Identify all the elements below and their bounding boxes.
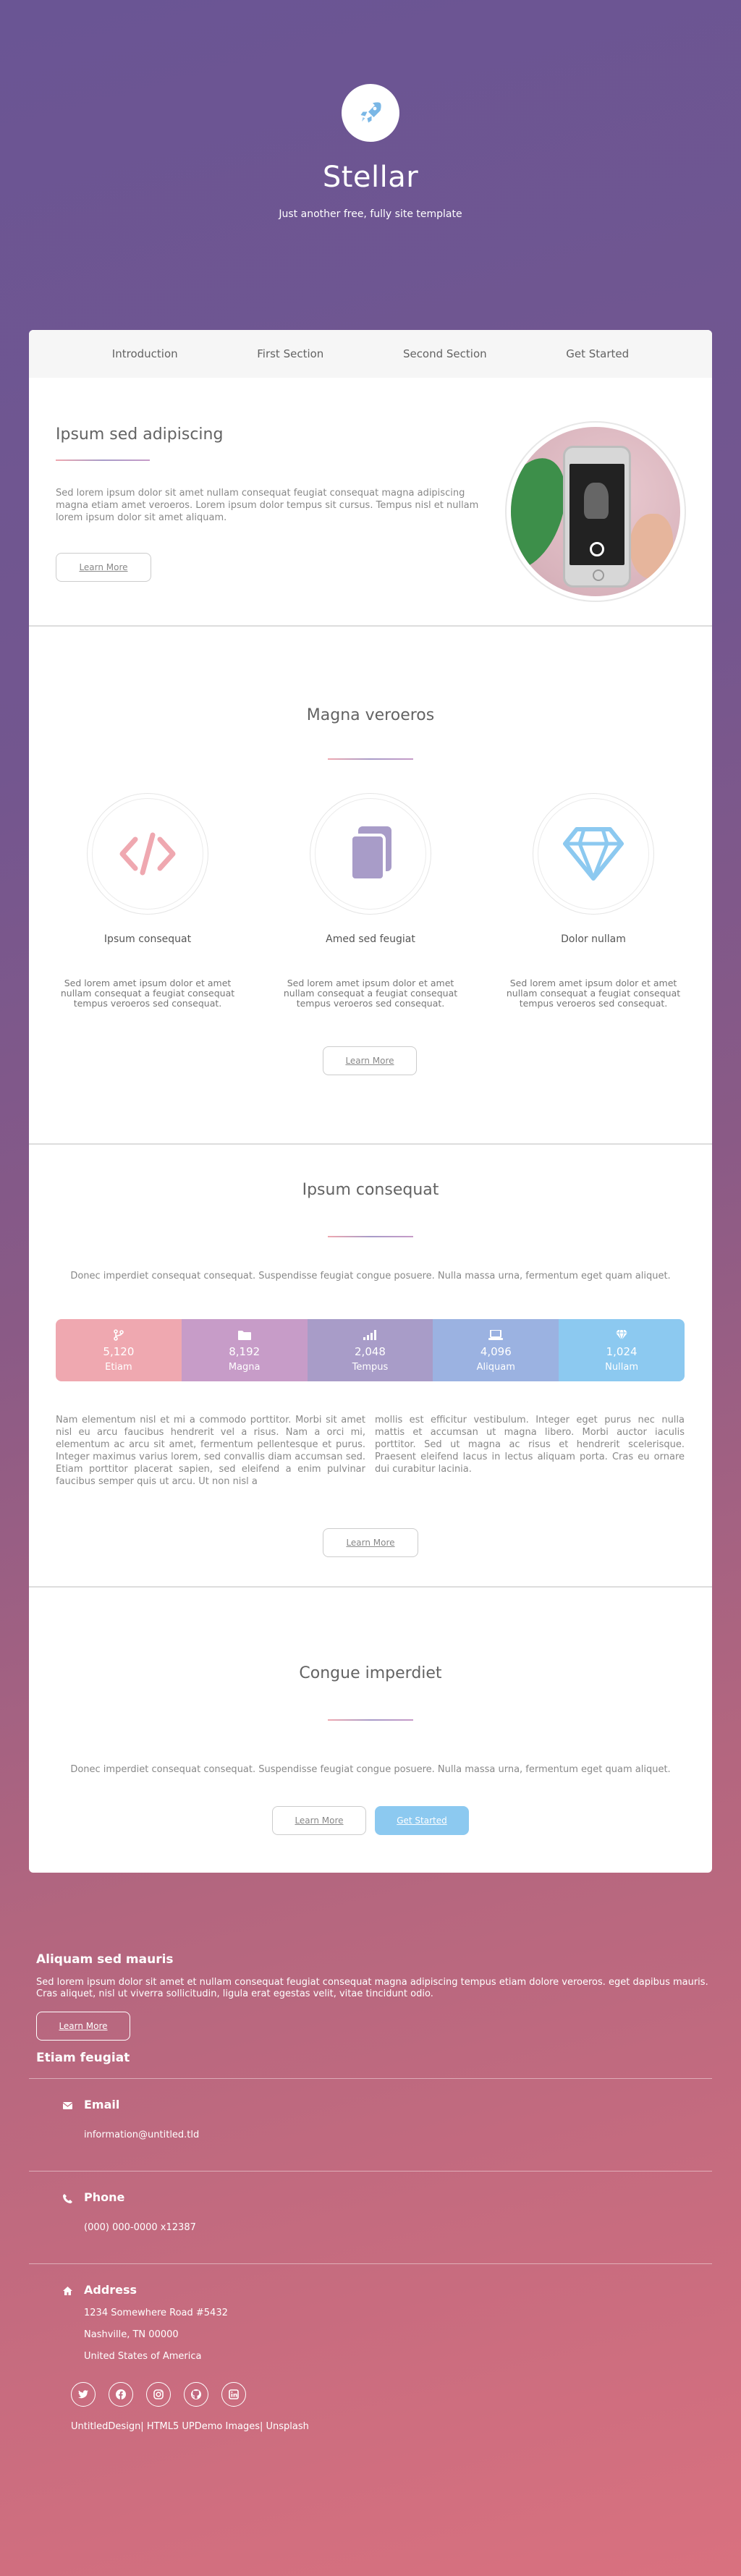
home-icon [62,2286,72,2296]
get-started-title: Congue imperdiet [299,1664,442,1682]
footer-about-title: Aliquam sed mauris [36,1952,174,1967]
first-section-title: Magna veroeros [306,706,435,724]
github-icon[interactable] [184,2382,208,2407]
stat-label: Tempus [352,1362,389,1373]
text-columns [56,1414,685,1499]
feature-text: Sed lorem amet ipsum dolor et amet nullam consequat a feugiat consequat tempus veroeros sed consequat. [283,978,458,1009]
contact-address [29,2263,712,2401]
feature-text: Sed lorem amet ipsum dolor et amet nullam consequat a feugiat consequat tempus veroeros sed consequat. [60,978,235,1009]
footer-learn-more-button[interactable]: Learn More [36,2012,130,2041]
stat-label: Magna [228,1362,261,1373]
address-line: Nashville, TN 00000 [84,2329,179,2340]
facebook-icon[interactable] [109,2382,133,2407]
title-divider [328,1236,413,1237]
text-column-right: mollis est efficitur vestibulum. Integer eget purus nec nulla mattis et accumsan ut magna libero. Morbi auctor iaculis porttitor. Sed ut magna ac risus et hendrerit scelerisque. Praesent eleifend lacus in lectus aliquam porta. Cras eu ornare dui curabitur lacinia. [375,1415,685,1475]
twitter-icon[interactable] [71,2382,96,2407]
get-started-lead-text: Donec imperdiet consequat consequat. Suspendisse feugiat congue posuere. Nulla massa urna, fermentum eget quam aliquet. [70,1764,671,1775]
copy-icon [345,823,396,884]
second-learn-more-button[interactable]: Learn More [323,1528,418,1557]
feature-item [56,793,240,1009]
feature-title: Dolor nullam [561,933,626,945]
stat-value: 5,120 [103,1345,135,1358]
footer-about-text: Sed lorem ipsum dolor sit amet et nullam consequat feugiat consequat magna adipiscing tempus etiam dolore veroeros. eget dapibus mauris. Cras aliquet, nisl ut viverra sollicitudin, ligula erat egestas velit, vitae tincidunt odio. [36,1977,708,1999]
main-nav [29,330,712,378]
stat-item [433,1319,559,1381]
nav-get-started[interactable]: Get Started [566,347,630,360]
site-tagline: Just another free, fully site template [279,208,462,220]
code-branch-icon [114,1328,124,1342]
second-lead-text: Donec imperdiet consequat consequat. Suspendisse feugiat congue posuere. Nulla massa urna, fermentum eget quam aliquet. [70,1271,671,1281]
feature-item [279,793,462,1009]
stat-value: 2,048 [355,1345,386,1358]
dribbble-icon[interactable] [221,2382,246,2407]
footer-contact-title: Etiam feugiat [36,2051,130,2065]
stat-label: Aliquam [476,1362,515,1373]
intro-title: Ipsum sed adipiscing [56,425,224,444]
text-column-left: Nam elementum nisl et mi a commodo porttitor. Morbi sit amet nisl eu arcu faucibus hendrerit vel a risus. Nam a orci mi, elementum ac arcu sit amet, fermentum pellentesque et purus. Integer maximus varius lorem, sed convallis diam accumsan sed. Etiam porttitor placerat sapien, sed eleifend a enim pulvinar faucibus semper quis ut arcu. Ut non nisl a [56,1415,365,1487]
nav-second-section[interactable]: Second Section [402,347,487,360]
phone-label: Phone [84,2190,125,2204]
address-value [62,2302,712,2368]
features-list [56,793,685,1009]
stat-item [308,1319,433,1381]
email-value[interactable]: information@untitled.tld [84,2130,200,2140]
address-label: Address [84,2283,137,2297]
stat-value: 1,024 [606,1345,638,1358]
nav-first-section[interactable]: First Section [257,347,324,360]
stat-value: 8,192 [229,1345,261,1358]
get-started-learn-more-button[interactable]: Learn More [272,1806,366,1835]
intro-learn-more-button[interactable]: Learn More [56,553,151,582]
main-wrapper [29,330,712,1873]
social-links [71,2382,246,2407]
logo [342,84,399,142]
stat-item [559,1319,685,1381]
nav-introduction[interactable]: Introduction [111,347,178,360]
copyright-text: UntitledDesign| HTML5 UPDemo Images| Unsplash [71,2421,309,2432]
get-started-button[interactable]: Get Started [375,1806,469,1835]
laptop-icon [488,1328,503,1342]
stat-label: Nullam [605,1362,638,1373]
intro-text: Sed lorem ipsum dolor sit amet nullam consequat feugiat consequat magna adipiscing magna etiam amet veroeros. Lorem ipsum dolor tempus sit cursus. Tempus nisl et nullam lorem ipsum dolor sit amet aliquam. [56,488,479,523]
address-line: 1234 Somewhere Road #5432 [84,2308,228,2318]
first-learn-more-button[interactable]: Learn More [323,1046,417,1075]
title-divider [56,459,150,461]
second-section-title: Ipsum consequat [302,1181,439,1199]
feature-item [501,793,685,1009]
address-line: United States of America [84,2351,202,2362]
first-section [29,627,712,1145]
title-divider [328,758,413,760]
stat-item [182,1319,308,1381]
get-started-actions [29,1806,712,1835]
feature-title: Ipsum consequat [103,933,192,945]
stat-item [56,1319,182,1381]
phone-icon [62,2193,72,2203]
site-footer [29,1873,712,2476]
phone-value: (000) 000-0000 x12387 [84,2222,196,2233]
envelope-icon [62,2101,72,2111]
diamond-icon [562,826,624,881]
site-title: Stellar [322,161,419,194]
folder-icon [238,1328,251,1342]
contact-email [29,2078,712,2171]
intro-image [505,421,686,602]
contact-phone [29,2171,712,2263]
stat-label: Etiam [105,1362,132,1373]
stat-value: 4,096 [480,1345,512,1358]
instagram-icon[interactable] [146,2382,171,2407]
contact-list [29,2078,712,2401]
site-header [0,0,741,330]
diamond-icon [615,1328,628,1342]
feature-text: Sed lorem amet ipsum dolor et amet nullam consequat a feugiat consequat tempus veroeros sed consequat. [506,978,681,1009]
rocket-icon [357,100,384,126]
second-section [29,1145,712,1588]
email-label: Email [84,2098,120,2111]
title-divider [328,1719,413,1721]
signal-icon [363,1328,376,1342]
intro-section [29,378,712,627]
feature-title: Amed sed feugiat [326,933,415,945]
get-started-section [29,1588,712,1873]
code-icon [119,832,176,876]
stats-bar [56,1319,685,1381]
